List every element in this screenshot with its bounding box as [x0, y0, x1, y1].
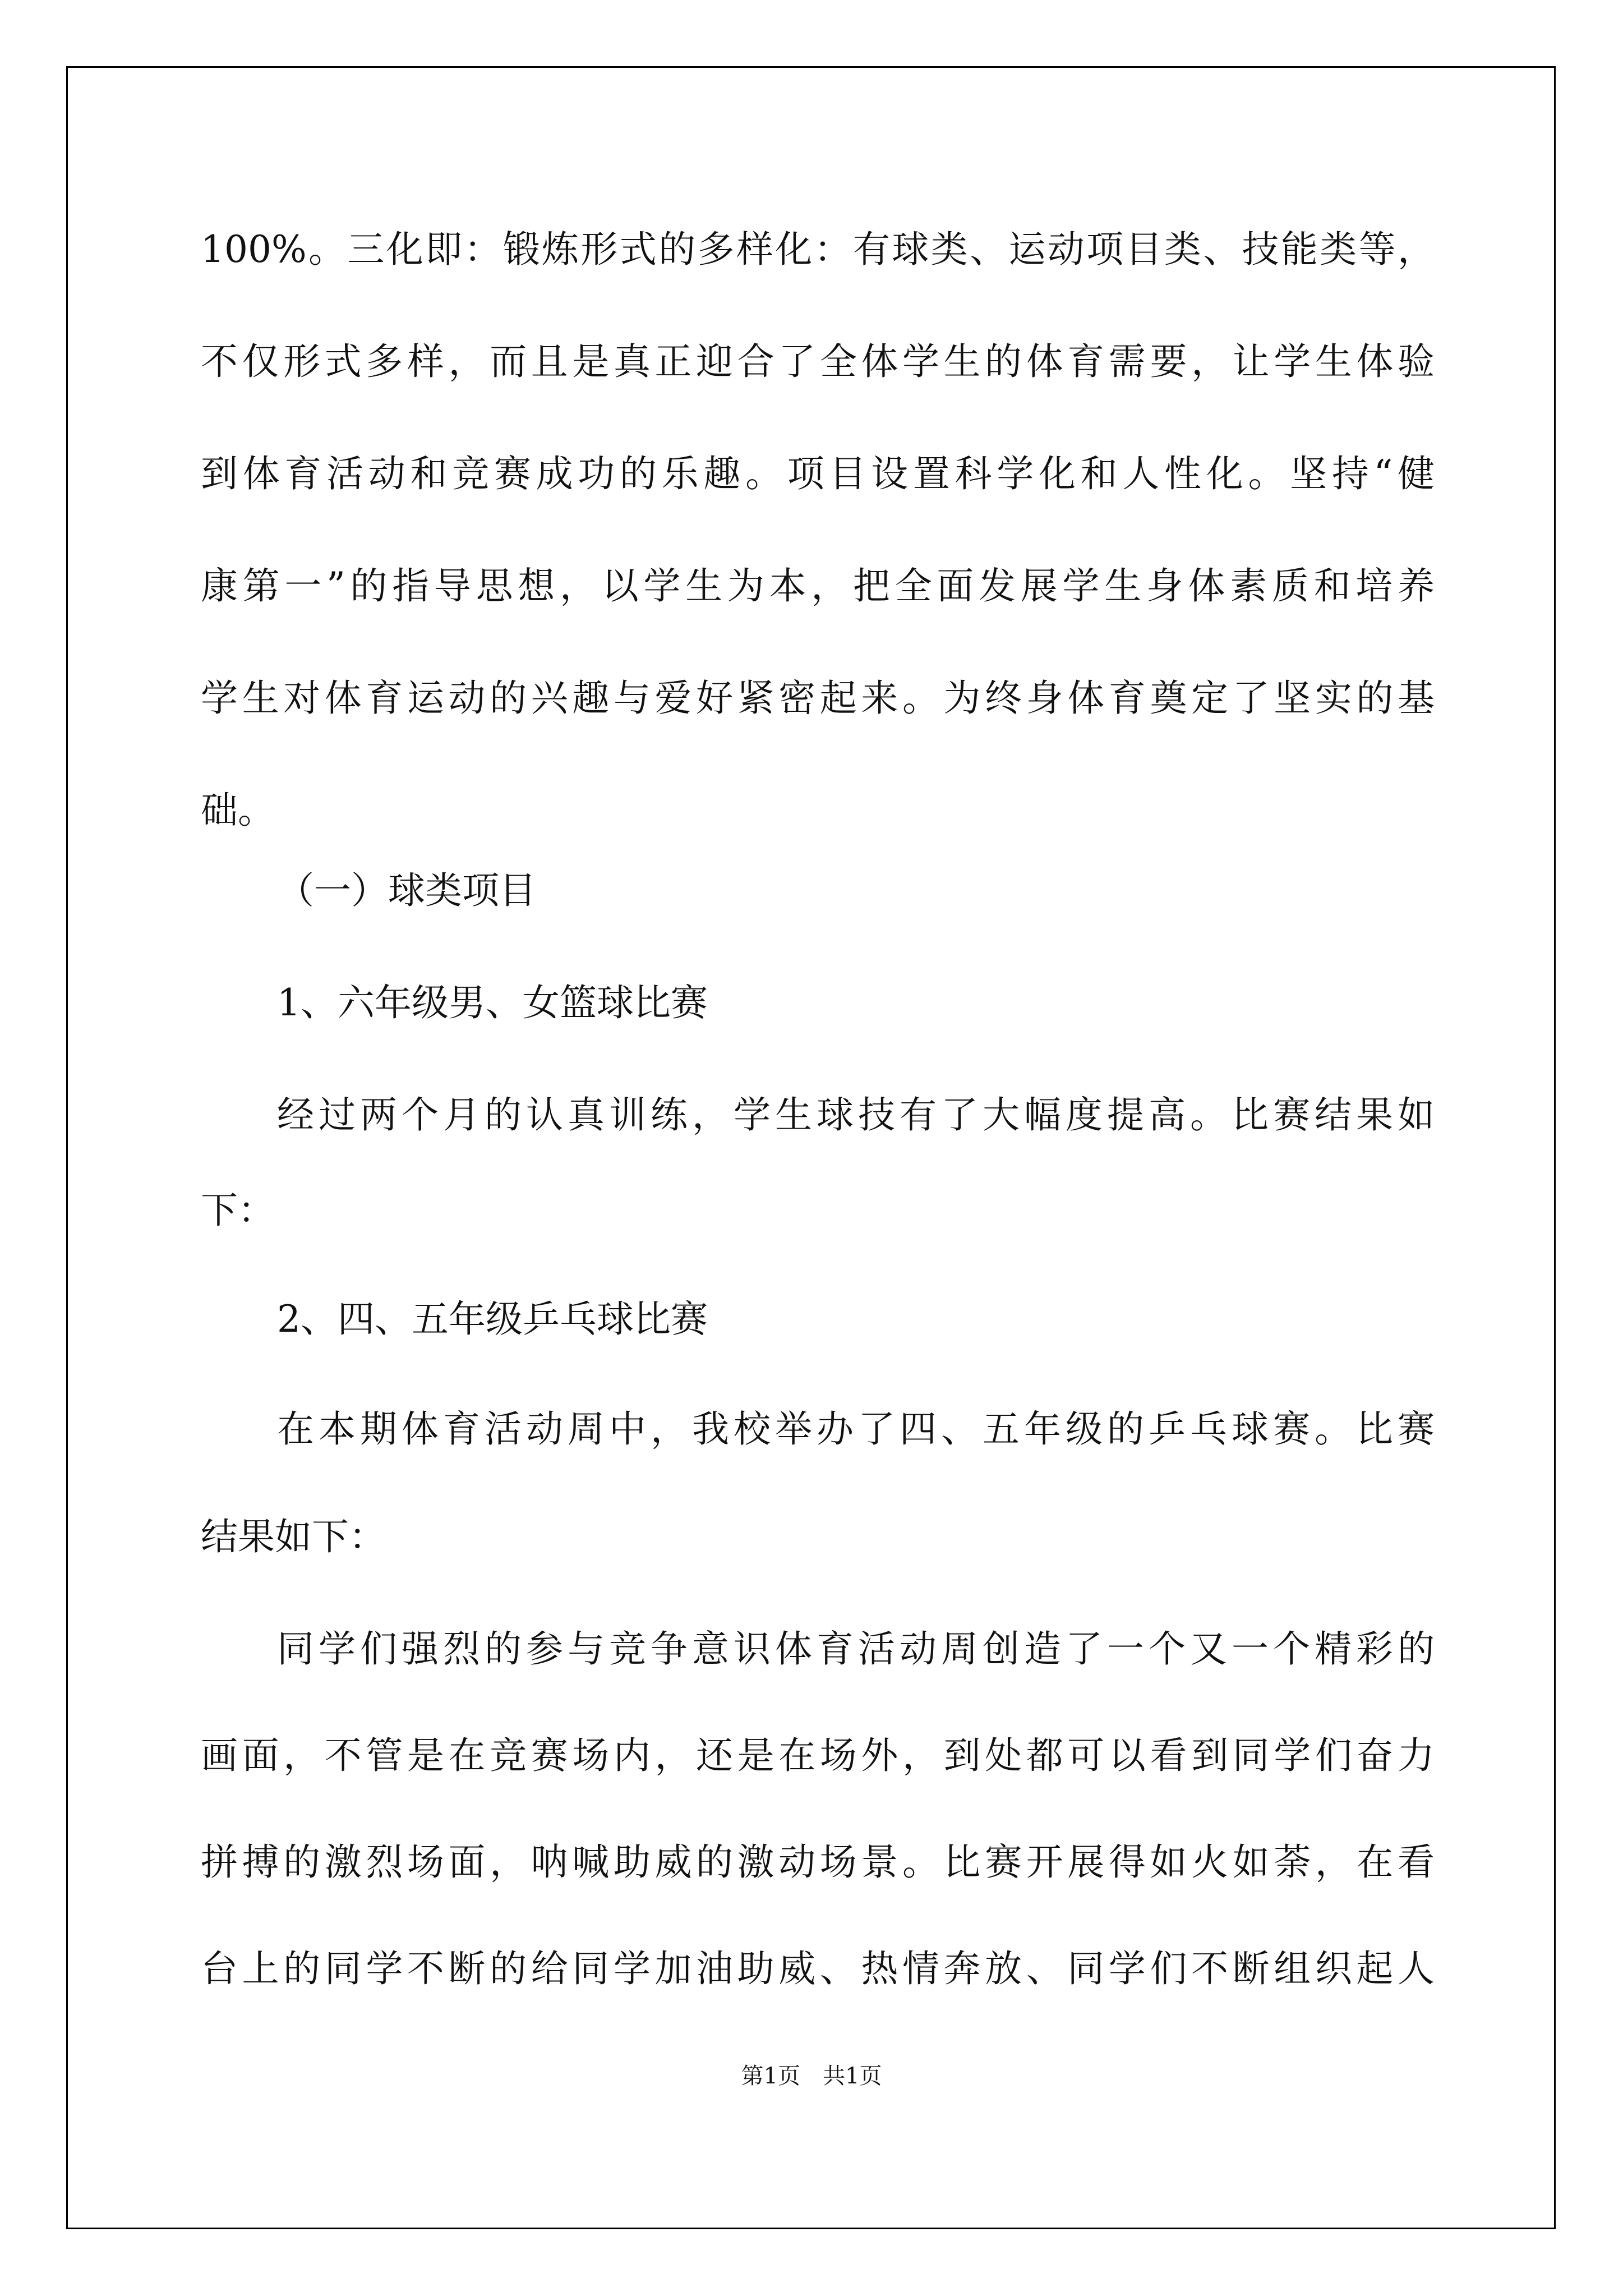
body-text-line: 在本期体育活动周中，我校举办了四、五年级的乒乓球赛。比赛 [277, 1407, 1435, 1451]
body-text-line: 同学们强烈的参与竞争意识体育活动周创造了一个又一个精彩的 [277, 1627, 1435, 1671]
section-heading: （一）球类项目 [277, 869, 536, 912]
body-text-line: 到体育活动和竞赛成功的乐趣。项目设置科学化和人性化。坚持“健 [201, 452, 1435, 495]
body-text-line: 拼搏的激烈场面，呐喊助威的激动场景。比赛开展得如火如荼，在看 [201, 1841, 1435, 1884]
page-border [66, 66, 1556, 2229]
body-text-line: 画面，不管是在竞赛场内，还是在场外，到处都可以看到同学们奋力 [201, 1734, 1435, 1777]
body-text-line: 下： [201, 1189, 275, 1232]
body-text-line: 台上的同学不断的给同学加油助威、热情奔放、同学们不断组织起人 [201, 1947, 1435, 1990]
body-text-line: 不仅形式多样，而且是真正迎合了全体学生的体育需要，让学生体验 [201, 340, 1435, 383]
page-footer: 第1页 共1页 [741, 2063, 882, 2089]
item-heading: 1、六年级男、女篮球比赛 [277, 981, 708, 1024]
body-text-line: 康第一”的指导思想，以学生为本，把全面发展学生身体素质和培养 [201, 564, 1435, 608]
body-text-line: 学生对体育运动的兴趣与爱好紧密起来。为终身体育奠定了坚实的基 [201, 677, 1435, 720]
body-text-line: 100%。三化即：锻炼形式的多样化：有球类、运动项目类、技能类等， [201, 228, 1435, 271]
body-text-line: 经过两个月的认真训练，学生球技有了大幅度提高。比赛结果如 [277, 1093, 1435, 1137]
body-text-line: 结果如下： [201, 1515, 386, 1558]
body-text-line: 础。 [201, 789, 275, 832]
item-heading: 2、四、五年级乒乓球比赛 [277, 1297, 708, 1341]
